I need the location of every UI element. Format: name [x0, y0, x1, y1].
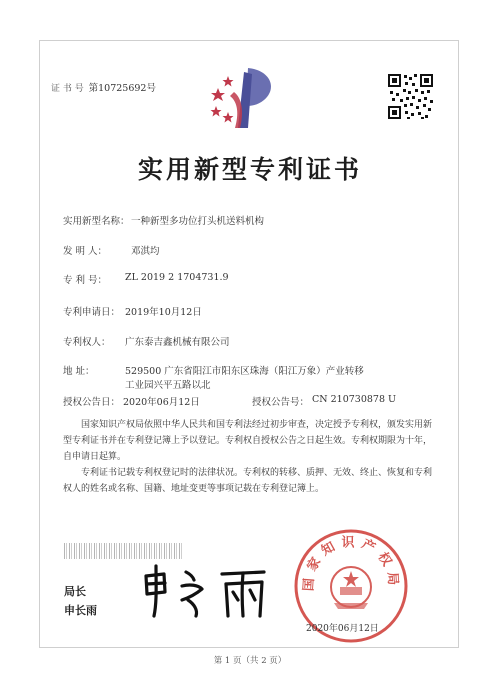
signatory-name: 申长雨: [64, 604, 97, 617]
certificate-number: [51, 80, 156, 94]
certificate-title: 实用新型专利证书: [137, 155, 362, 184]
barcode-strip: [64, 543, 184, 559]
handwritten-signature-icon: [138, 562, 278, 620]
cnipa-logo-icon: [208, 62, 286, 132]
patent-number-value: ZL 2019 2 1704731.9: [125, 272, 229, 283]
filing-date-value: 2019年10月12日: [125, 307, 202, 318]
grant-date-label: 授权公告日：: [63, 397, 121, 408]
inventor-value: 邓淇均: [131, 246, 160, 257]
patentee-label: 专利权人：: [63, 337, 111, 348]
signatory-title: 局长: [64, 585, 86, 598]
inventor-label: 发 明 人：: [63, 246, 108, 257]
notice-paragraph-1: 国家知识产权局依照中华人民共和国专利法经过初步审查，决定授予专利权，颁发实用新型专利证书并在专利登记簿上予以登记。专利权自授权公告之日起生效。专利权期限为十年，自申请日起算。: [63, 420, 433, 462]
address-line-1: 529500 广东省阳江市阳东区珠海（阳江万象）产业转移: [125, 366, 364, 377]
cert-no-label: 证 书 号: [51, 84, 84, 94]
filing-date-label: 专利申请日：: [63, 307, 121, 318]
seal-text: 国家知识产权局: [301, 535, 401, 592]
patentee-value: 广东泰吉鑫机械有限公司: [125, 337, 230, 348]
address-line-2: 工业园兴平五路以北: [125, 380, 211, 391]
grant-date-value: 2020年06月12日: [123, 397, 200, 408]
utility-model-name-label: 实用新型名称：: [63, 216, 130, 227]
address-label: 地 址：: [63, 366, 95, 377]
grant-number-value: CN 210730878 U: [312, 394, 397, 405]
seal-date: 2020年06月12日: [306, 624, 379, 634]
qr-code-icon: [387, 73, 434, 120]
grant-number-label: 授权公告号：: [252, 397, 310, 408]
patent-number-label: 专 利 号：: [63, 275, 108, 286]
cert-no-value: 第10725692号: [88, 83, 156, 94]
page-number: 第 1 页（共 2 页）: [213, 656, 287, 666]
utility-model-name-value: 一种新型多功位打头机送料机构: [131, 216, 265, 227]
notice-paragraph-2: 专利证书记载专利权登记时的法律状况。专利权的转移、质押、无效、终止、恢复和专利权人的姓名或名称、国籍、地址变更等事项记载在专利登记簿上。: [63, 468, 433, 494]
